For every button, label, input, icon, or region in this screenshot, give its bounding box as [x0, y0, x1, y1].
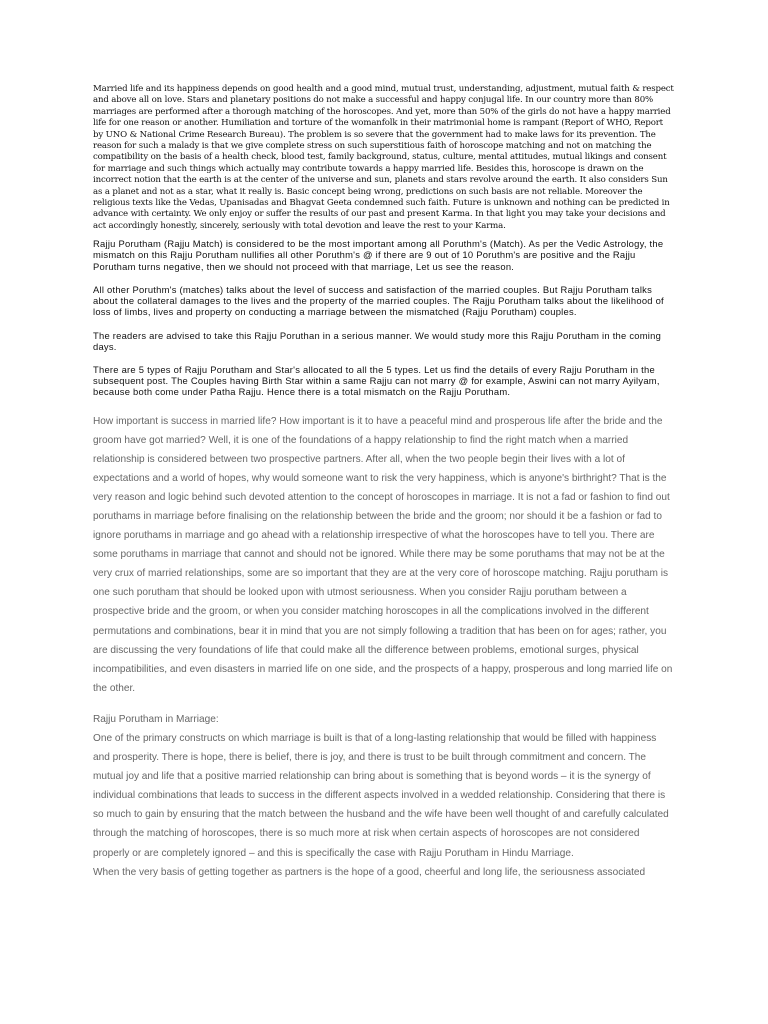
document-page [93, 84, 675, 882]
paragraph-married-life: Married life and its happiness depends on good health and a good mind, mutual trust, understanding, adjustment, mutual faith & respect and above all on love. Stars and planetary positions do not make a successful and happy conjugal life. In our country more than 80% marriages are performed after a thorough matching of the horoscopes. And yet, more than 50% of the girls do not have a happy married life for one reason or another. Humiliation and torture of the womanfolk in their matrimonial home is rampant (Report of WHO, Report by UNO & National Crime Research Bureau). The problem is so severe that the government had to make laws for its prevention. The reason for such a malady is that we give complete stress on such superstitious faith of horoscope matching and not on matching the compatibility on the basis of a health check, blood test, family background, status, culture, mental attitudes, mutual likings and consent for marriage and such things which actually may contribute towards a happy married life. Besides this, horoscope is drawn on the incorrect notion that the earth is at the center of the universe and sun, planets and stars revolve around the earth. It also considers Sun as a planet and not as a star, what it really is. Basic concept being wrong, predictions on such basis are not reliable. Moreover the religious texts like the Vedas, Upanisadas and Bhagvat Geeta condemned such faith. Future is unknown and nothing can be predicted in advance with certainty. We only enjoy or suffer the results of our past and present Karma. In that light you may take your decisions and act accordingly honestly, sincerely, seriously with total devotion and leave the rest to your Karma. [93, 84, 674, 231]
paragraph-primary-constructs: One of the primary constructs on which marriage is built is that of a long-lasting relationship that would be filled with happiness and prosperity. There is hope, there is belief, there is joy, and there is trust to be built through commitment and concern. The mutual joy and life that a positive married relationship can bring about is something that is beyond words – it is the synergy of individual combinations that leads to success in the different aspects involved in a wedded relationship. Considering that there is so much to gain by ensuring that the match between the husband and the wife have been well thought of and carefully calculated through the matching of horoscopes, there is so much more at risk when certain aspects of horoscopes are not considered properly or are completely ignored – and this is specifically the case with Rajju Porutham in Hindu Marriage. [93, 733, 669, 859]
paragraph-other-poruthams: All other Poruthm's (matches) talks about the level of success and satisfaction of the married couples. But Rajju Porutham talks about the collateral damages to the lives and the property of the married couples. The Rajju Porutham talks about the likelihood of loss of limbs, lives and property on conducting a marriage between the mismatched (Rajju Porutham) couples. [93, 283, 664, 318]
section-heading: Rajju Porutham in Marriage: [93, 713, 219, 725]
paragraph-basis-partners: When the very basis of getting together as partners is the hope of a good, cheerful and long life, the seriousness associated [93, 866, 646, 878]
paragraph-rajju-importance: Rajju Porutham (Rajju Match) is considered to be the most important among all Poruthm's (Match). As per the Vedic Astrology, the mismatch on this Rajju Porutham nullifies all other Poruthm's @ if there are 9 out of 10 Poruthm's are positive and the Rajju Porutham turns negative, then we should not proceed with that marriage, Let us see the reason. [93, 238, 664, 272]
paragraph-five-types: There are 5 types of Rajju Porutham and Star's allocated to all the 5 types. Let us find the details of every Rajju Porutham in the subsequent post. The Couples having Birth Star within a same Rajju can not marry @ for example, Aswini can not marry Ayilyam, because both come under Patha Rajju. Hence there is a total mismatch on the Rajju Porutham. [93, 363, 660, 398]
paragraph-readers-advised: The readers are advised to take this Rajju Poruthan in a serious manner. We would study more this Rajju Porutham in the coming days. [93, 329, 662, 352]
paragraph-success-married-life: How important is success in married life? How important is it to have a peaceful mind and prosperous life after the bride and the groom have got married? Well, it is one of the foundations of a happy relationship to find the right match when a married relationship is considered between two prospective partners. After all, when the two people begin their lives with a lot of expectations and a world of hopes, why would someone want to risk the very happiness, which is anyone's birthright? That is the very reason and logic behind such devoted attention to the concept of horoscopes in marriage. It is not a fad or fashion to find out poruthams in marriage before finalising on the relationship between the bride and the groom; nor should it be a fashion or fad to ignore poruthams in marriage and go ahead with a relationship irrespective of what the horoscopes have to tell you. There are some poruthams in marriage that cannot and should not be ignored. While there may be some poruthams that may not be at the very crux of married relationships, some are so important that they are at the very core of horoscope matching. Rajju porutham is one such porutham that should be looked upon with utmost seriousness. When you consider Rajju porutham between a prospective bride and the groom, or when you consider matching horoscopes in all the complications involved in the different permutations and combinations, bear it in mind that you are not simply following a tradition that has been on for ages; rather, you are discussing the very foundations of life that could make all the difference between problems, emotional surges, physical incompatibilities, and even disasters in married life on one side, and the prospects of a happy, prosperous and long married life on the other. [93, 415, 673, 694]
